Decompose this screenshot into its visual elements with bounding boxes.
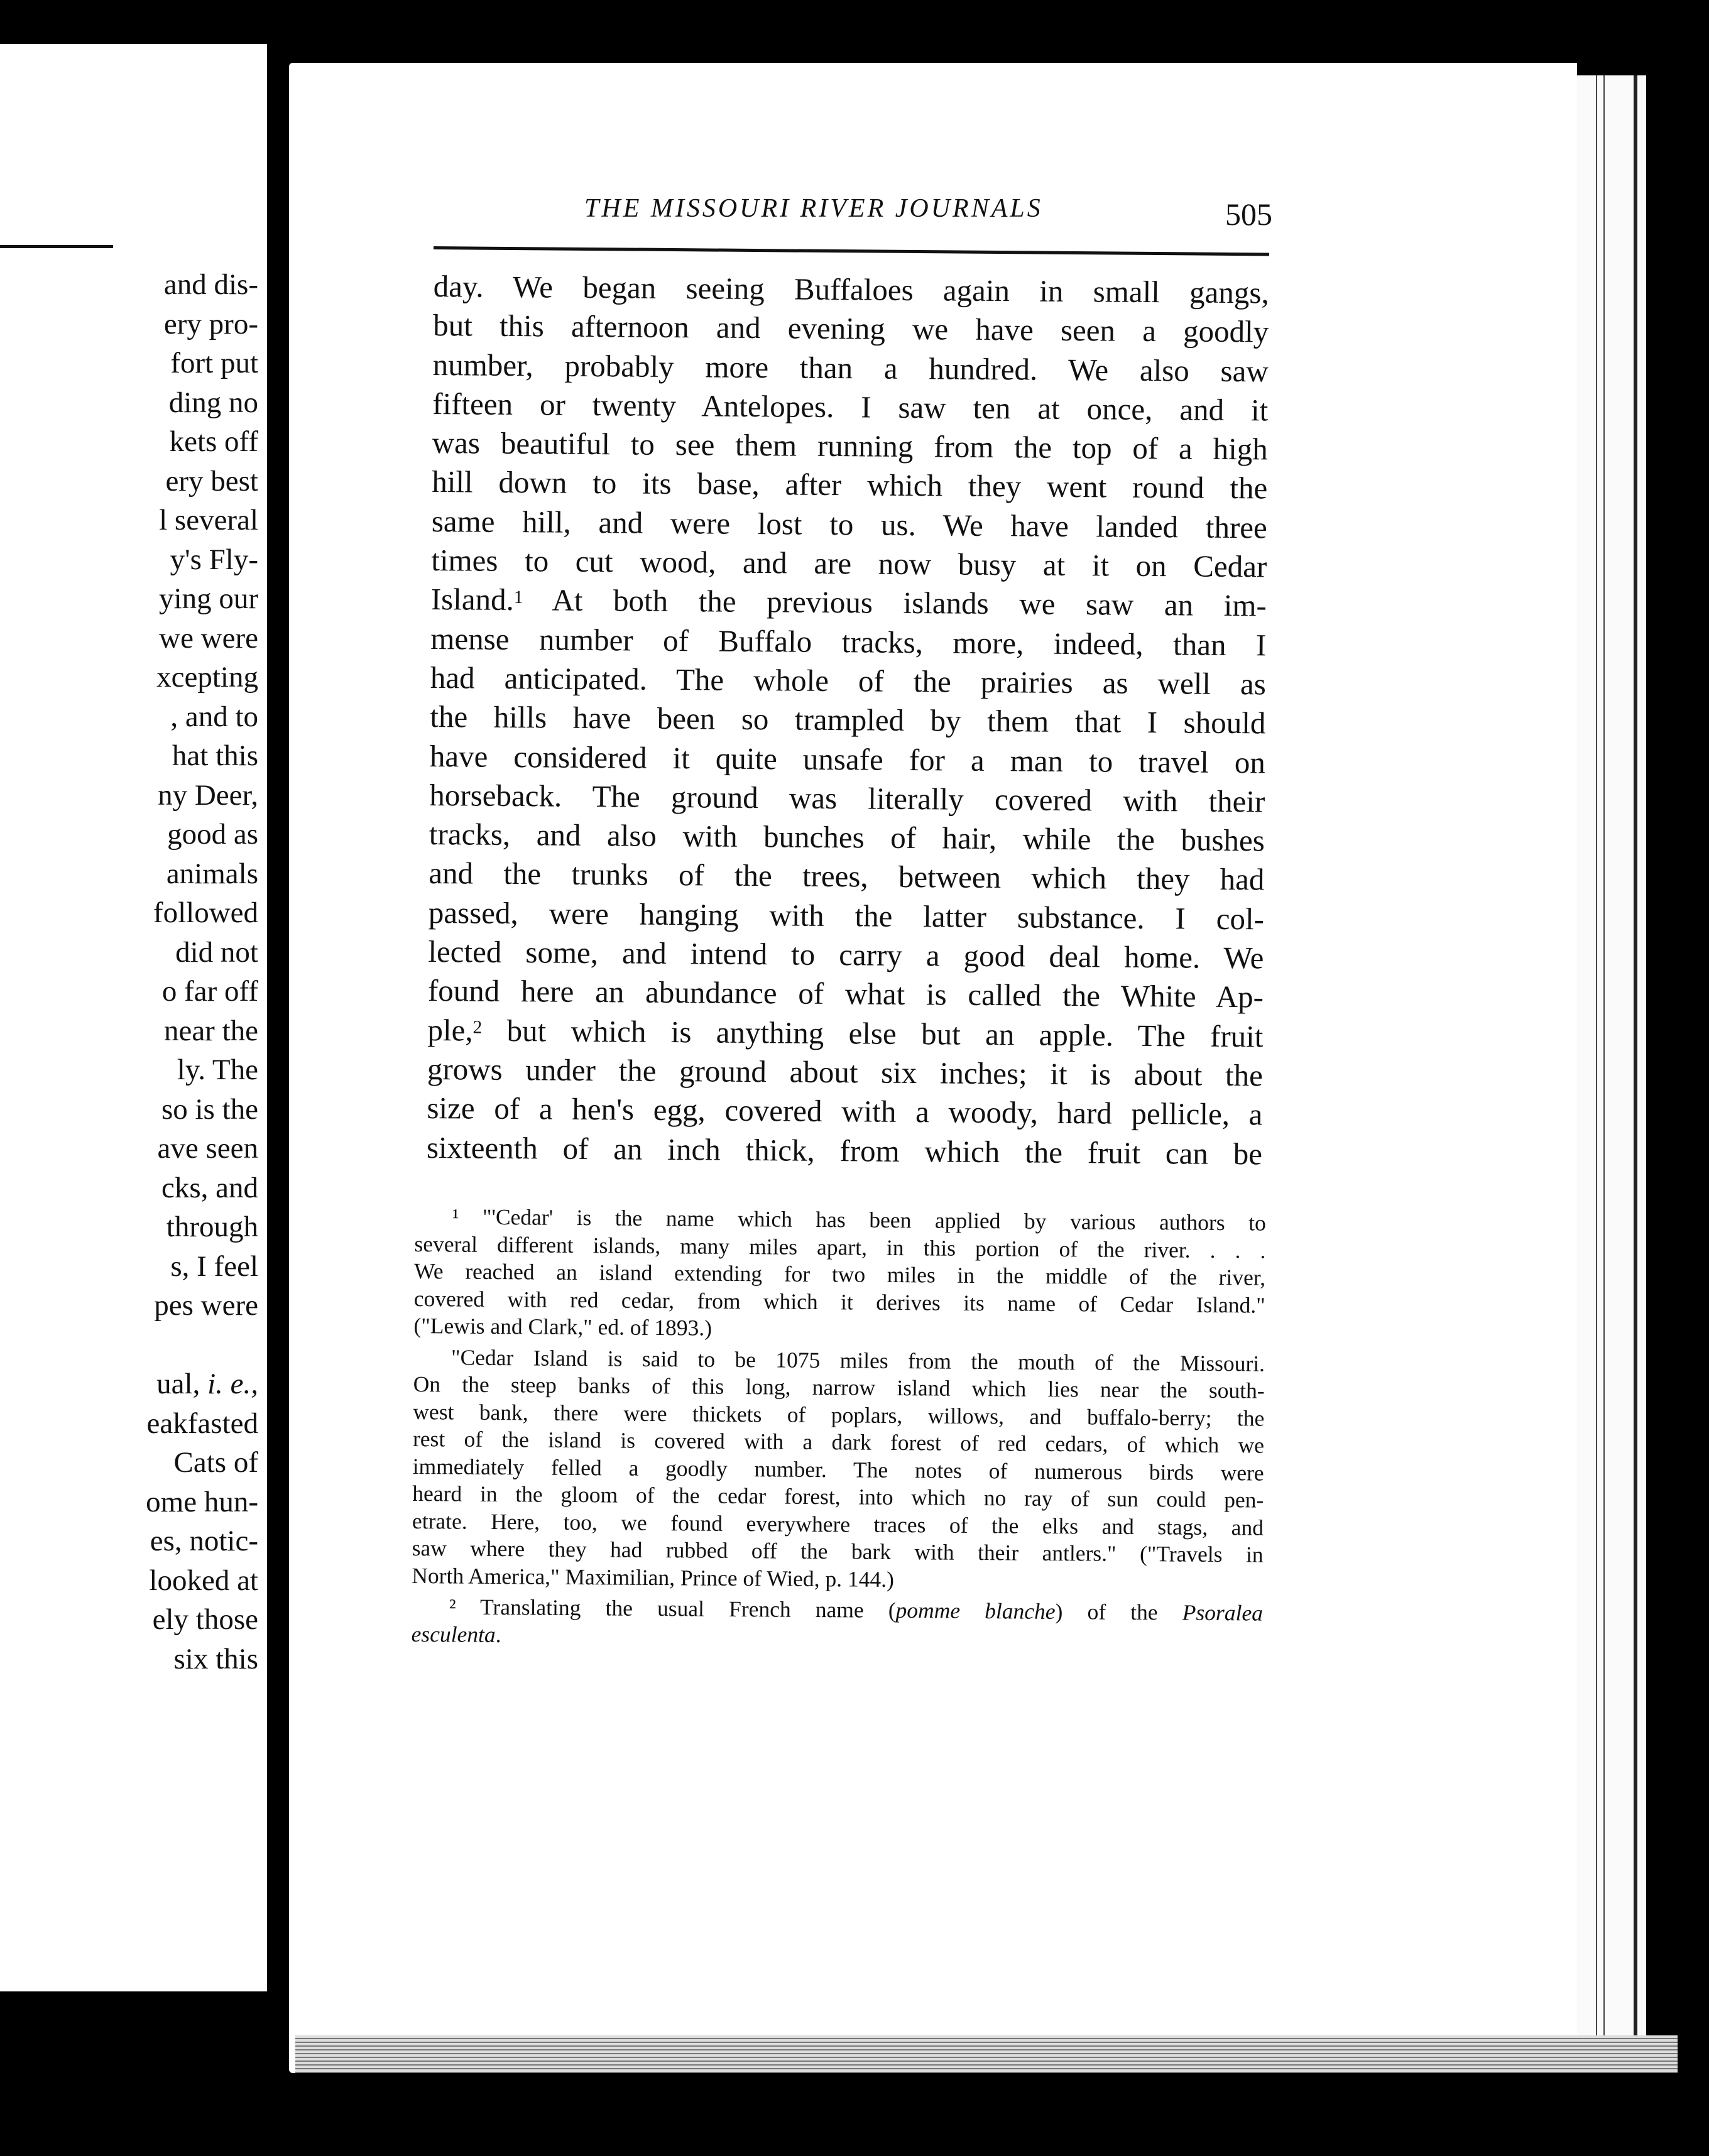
left-page-line [146,1326,258,1365]
left-page-line: ly. The [177,1054,258,1086]
left-page-line: es, notic- [150,1525,258,1557]
left-page-line: did not [175,935,258,969]
left-page-line: xcepting [156,661,258,694]
footnote-line: rest of the island is covered with a dark forest of red cedars, of which we [412,1425,1265,1458]
body-line: Island.$^1$ At both the previous islands we saw an im- [430,582,1267,623]
footnote-line: ¹ "'Cedar' is the name which has been applied by various authors to [452,1204,1266,1236]
footnote-1 [412,1203,1266,1596]
left-page-line: near the [163,1014,258,1047]
body-line: have considered it quite unsafe for a man to travel on [429,738,1266,780]
body-line: had anticipated. The whole of the prairies as well as [430,660,1267,702]
body-line: number, probably more than a hundred. We also saw [432,347,1269,389]
left-page-line: ely those [152,1603,258,1636]
body-line: lected some, and intend to carry a good deal home. We [428,934,1264,976]
left-page-line: ying our [159,582,258,615]
left-page-line: followed [153,896,258,929]
footnote-line: saw where they had rubbed off the bark with their antlers." ("Travels in [412,1535,1264,1567]
left-page-line: ny Deer, [158,778,258,812]
footnote-line: covered with red cedar, from which it derives its name of Cedar Island." [413,1285,1265,1318]
footnote-2-continuation: esculenta. [411,1621,501,1647]
body-line: horseback. The ground was literally covered with their [429,777,1265,819]
body-line: sixteenth of an inch thick, from which the fruit can be [426,1130,1263,1171]
body-line: mense number of Buffalo tracks, more, indeed, than I [430,621,1267,663]
left-page-line: looked at [149,1564,258,1597]
left-page-text [146,265,258,1679]
italic-abbrev: i. e., [207,1368,258,1400]
left-page-line: s, I feel [170,1250,258,1283]
footnote-2: ² Translating the usual French name (pomme blanche) of the Psoralea [449,1594,1264,1626]
body-line: but this afternoon and evening we have seen a goodly [433,308,1269,349]
footnote-marker: 2 [472,1017,483,1038]
left-page-line: kets off [169,425,258,458]
left-page-line: , and to [170,700,258,733]
body-line: hill down to its base, after which they went round the [432,464,1268,506]
left-page-line: hat this [172,739,258,772]
body-line: size of a hen's egg, covered with a woody, hard pellicle, a [427,1091,1263,1132]
left-page-line: ding no [168,386,258,419]
left-page-line: Cats of [173,1446,258,1479]
left-page-line: fort put [170,347,258,379]
footnote-line: etrate. Here, too, we found everywhere traces of the elks and stags, and [412,1508,1264,1540]
body-line: day. We began seeing Buffaloes again in small gangs, [433,268,1269,310]
footnote-line: We reached an island extending for two miles in the middle of the river, [413,1258,1266,1290]
left-page-line: eakfasted [146,1407,258,1440]
page-number: 505 [1225,197,1272,232]
body-line: times to cut wood, and are now busy at it on Cedar [431,543,1267,584]
body-line: was beautiful to see them running from the top of a high [432,425,1268,467]
footnote-line: several different islands, many miles apart, in this portion of the river. . . . [414,1231,1266,1263]
left-page-line: animals [166,857,258,890]
left-page-header-rule [0,245,113,248]
left-page-line: ave seen [157,1132,258,1165]
body-line: tracks, and also with bunches of hair, while the bushes [429,817,1265,858]
footnote-line: west bank, there were thickets of poplars, willows, and buffalo-berry; the [413,1398,1265,1431]
body-line: and the trunks of the trees, between which they had [429,856,1265,897]
footnotes [411,1203,1266,1655]
left-page-line: good as [167,818,258,851]
footnote-line: heard in the gloom of the cedar forest, into which no ray of sun could pen- [412,1480,1264,1513]
left-page-line: pes were [154,1289,258,1322]
left-page-line: and dis- [163,268,258,301]
book-gutter [267,38,292,2048]
footnote-line: "Cedar Island is said to be 1075 miles from the mouth of the Missouri. [450,1344,1265,1376]
body-line: fifteen or twenty Antelopes. I saw ten at once, and it [432,386,1269,428]
left-page-line: y's Fly- [170,543,258,576]
left-page-line: we were [159,621,258,655]
footnote-line: ("Lewis and Clark," ed. of 1893.) [413,1312,713,1341]
left-page-line: ery best [165,464,258,498]
body-line: same hill, and were lost to us. We have landed three [431,503,1267,545]
body-line: ple,$^2$ but which is anything else but an apple. The fruit [427,1012,1264,1054]
left-page-line: so is the [161,1092,258,1126]
running-head: THE MISSOURI RIVER JOURNALS [584,194,1043,223]
body-text [427,267,1269,1173]
left-page-line: ery pro- [163,307,258,340]
left-page-line: ome hun- [146,1485,258,1518]
left-page-line: six this [173,1642,258,1675]
left-page-line: through [166,1211,258,1243]
page-bottom-edge [295,2035,1678,2073]
footnote-line: North America," Maximilian, Prince of Wied, p. 144.) [412,1562,895,1592]
footnote-line: immediately felled a goodly number. The notes of numerous birds were [412,1453,1264,1486]
left-page-line: ual, i. e., [156,1368,258,1400]
left-page-line: cks, and [161,1171,258,1204]
body-line: found here an abundance of what is called the White Ap- [427,973,1264,1015]
left-page [0,44,267,1991]
body-line: passed, were hanging with the latter substance. I col- [428,895,1265,937]
body-line: the hills have been so trampled by them that I should [430,699,1266,741]
left-page-line: o far off [161,975,258,1008]
footnote-marker: 1 [513,587,523,608]
body-line: grows under the ground about six inches; it is about the [427,1051,1264,1093]
left-page-line: l several [159,504,258,536]
footnote-line: On the steep banks of this long, narrow island which lies near the south- [413,1371,1265,1403]
